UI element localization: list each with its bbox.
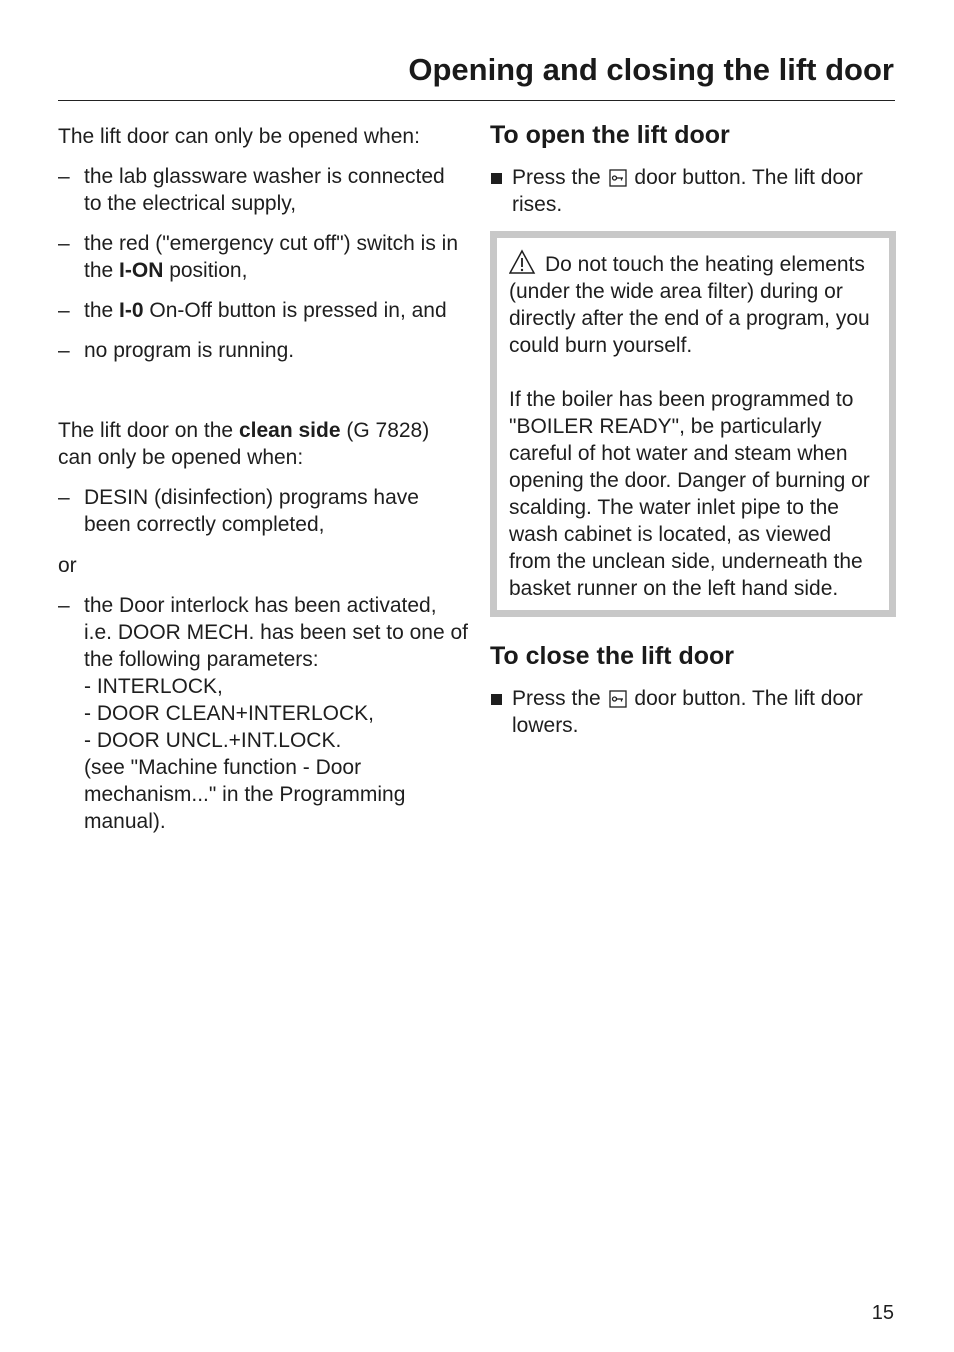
or-text: or [58,554,77,577]
dash-marker: – [58,339,70,362]
page-number: 15 [871,1302,894,1324]
dash-marker: – [58,165,70,188]
boiler-warning-text: If the boiler has been programmed to "BOILER READY", be particularly careful of hot water and steam when opening the door. Danger of burning or scalding. The water inlet pipe to the wash cabinet is located, as viewed from the unclean side, underneath the basket runner on the left hand side. [509,388,870,600]
dash-marker: – [58,486,70,509]
page-title: Opening and closing the lift door [408,52,894,87]
close-door-heading: To close the lift door [490,642,734,670]
dash-marker: – [58,594,70,617]
door-key-icon [609,690,627,708]
door-key-icon [609,169,627,187]
warning-box [490,231,896,617]
dash-marker: – [58,232,70,255]
condition-item: – the Door interlock has been activated, i.e. DOOR MECH. has been set to one of the following parameters: - INTERLOCK, - DOOR CLEAN+INTERLOCK, - DOOR UNCL.+INT.LOCK. (see "Machine function - Door mechanism..." in the Programming manual). [58,594,469,833]
switch-position-label: I-ON [119,259,164,282]
clean-side-conditions [58,484,468,538]
warning-triangle-icon [509,248,545,276]
condition-item: – no program is running. [58,339,295,362]
button-label: I-0 [119,299,144,322]
condition-item: – the red ("emergency cut off") switch is in the I-ON position, [58,232,459,282]
clean-side-label: clean side [238,419,341,442]
condition-item: – DESIN (disinfection) programs have been correctly completed, [58,486,419,536]
interlock-conditions [58,592,468,835]
open-step: Press the door button. The lift door rises. [490,164,896,218]
open-door-heading: To open the lift door [490,121,730,149]
dash-marker: – [58,299,70,322]
close-step: Press the door button. The lift door lowers. [490,685,896,739]
warning-text: Do not touch the heating elements (under the wide area filter) during or directly after the end of a program, you could burn yourself. [509,248,877,359]
open-conditions-list [58,163,468,364]
right-column [490,119,896,739]
condition-item: – the I-0 On-Off button is pressed in, and [58,299,447,322]
warning-content [497,238,889,610]
left-column [58,123,468,835]
clean-side-intro: The lift door on the clean side (G 7828) can only be opened when: [58,419,430,469]
square-bullet [491,694,502,705]
title-divider [58,100,895,101]
intro-text: The lift door can only be opened when: [58,125,420,148]
square-bullet [491,173,502,184]
condition-item: – the lab glassware washer is connected to the electrical supply, [58,165,445,215]
